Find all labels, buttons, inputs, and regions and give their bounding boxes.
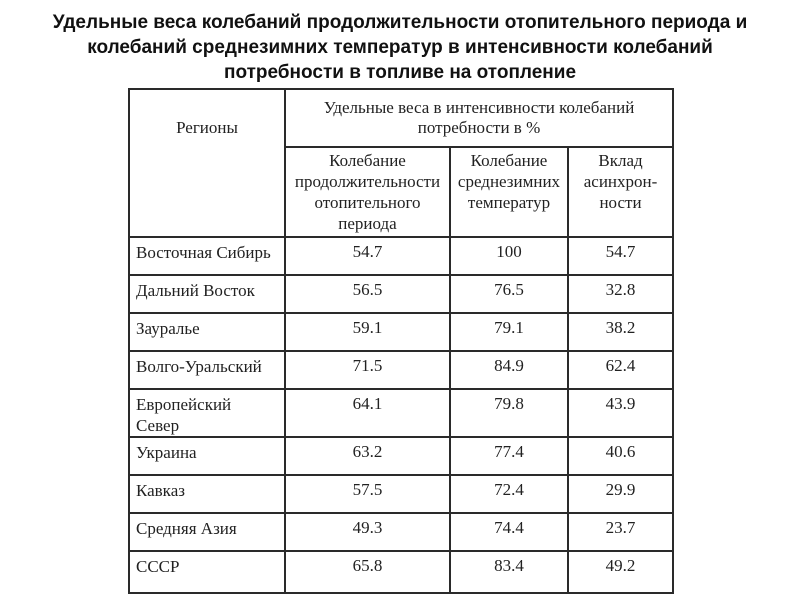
column-header-duration: Колебание продолжительности отопительного периода [285, 147, 450, 237]
asynchrony-cell: 23.7 [568, 513, 673, 551]
duration-cell: 71.5 [285, 351, 450, 389]
duration-cell: 49.3 [285, 513, 450, 551]
asynchrony-cell: 54.7 [568, 237, 673, 275]
duration-cell: 64.1 [285, 389, 450, 437]
temperature-cell: 74.4 [450, 513, 568, 551]
table-row [129, 389, 673, 437]
region-cell: СССР [129, 551, 285, 593]
region-cell: Средняя Азия [129, 513, 285, 551]
region-cell: Украина [129, 437, 285, 475]
table-row [129, 513, 673, 551]
data-table [128, 88, 674, 594]
temperature-cell: 76.5 [450, 275, 568, 313]
temperature-cell: 79.8 [450, 389, 568, 437]
column-header-regions: Регионы [129, 89, 285, 237]
asynchrony-cell: 43.9 [568, 389, 673, 437]
duration-cell: 57.5 [285, 475, 450, 513]
table-row [129, 275, 673, 313]
region-cell: Волго-Уральский [129, 351, 285, 389]
region-cell: Кавказ [129, 475, 285, 513]
table-row [129, 551, 673, 593]
header-row [129, 89, 673, 147]
region-cell: Зауралье [129, 313, 285, 351]
temperature-cell: 79.1 [450, 313, 568, 351]
title-line-3: потребности в топливе на отопление [223, 62, 577, 83]
region-cell: Европейский Север [129, 389, 285, 437]
asynchrony-cell: 40.6 [568, 437, 673, 475]
duration-cell: 54.7 [285, 237, 450, 275]
duration-cell: 65.8 [285, 551, 450, 593]
asynchrony-cell: 49.2 [568, 551, 673, 593]
duration-cell: 63.2 [285, 437, 450, 475]
table-row [129, 313, 673, 351]
temperature-cell: 100 [450, 237, 568, 275]
temperature-cell: 84.9 [450, 351, 568, 389]
column-header-temperature: Колебание среднезимних температур [450, 147, 568, 237]
table-body [129, 237, 673, 593]
column-header-asynchrony: Вклад асинхрон-ности [568, 147, 673, 237]
table-row [129, 475, 673, 513]
region-cell: Восточная Сибирь [129, 237, 285, 275]
duration-cell: 59.1 [285, 313, 450, 351]
column-group-header: Удельные веса в интенсивности колебаний потребности в % [285, 89, 673, 147]
table-row [129, 351, 673, 389]
asynchrony-cell: 32.8 [568, 275, 673, 313]
table-row [129, 237, 673, 275]
asynchrony-cell: 62.4 [568, 351, 673, 389]
title-line-2: колебаний среднезимних температур в интенсивности колебаний [87, 37, 713, 58]
temperature-cell: 77.4 [450, 437, 568, 475]
temperature-cell: 72.4 [450, 475, 568, 513]
region-cell: Дальний Восток [129, 275, 285, 313]
asynchrony-cell: 29.9 [568, 475, 673, 513]
duration-cell: 56.5 [285, 275, 450, 313]
title-line-1: Удельные веса колебаний продолжительности отопительного периода и [52, 12, 748, 33]
asynchrony-cell: 38.2 [568, 313, 673, 351]
table-row [129, 437, 673, 475]
temperature-cell: 83.4 [450, 551, 568, 593]
document-title [40, 10, 760, 85]
